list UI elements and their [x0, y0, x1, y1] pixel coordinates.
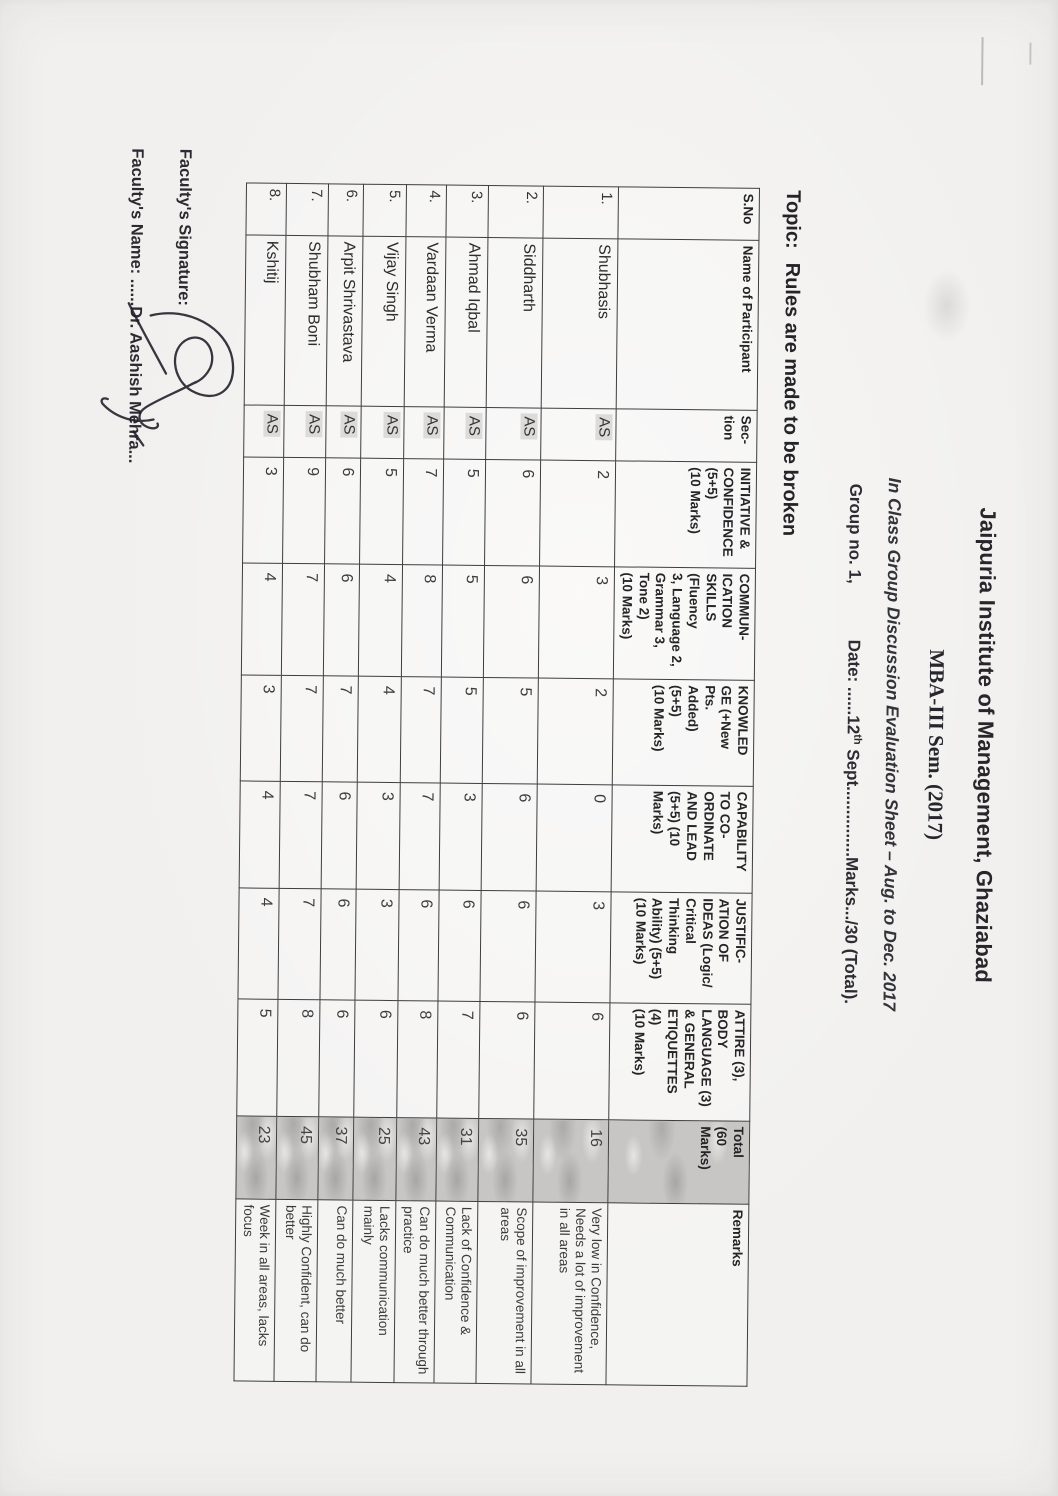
sno-cell: 4.	[406, 185, 447, 237]
section-value: AS	[520, 413, 537, 439]
total-cell: 43	[396, 1118, 437, 1201]
remarks-cell: Very low in Confidence, Needs a lot of improvement in all areas	[531, 1202, 608, 1385]
total-cell: 23	[236, 1116, 277, 1199]
score-cell-4: 4	[238, 888, 279, 999]
group-no: Group no. 1,	[845, 483, 866, 584]
score-cell-0: 2	[540, 460, 616, 567]
score-cell-3: 6	[321, 782, 357, 889]
score-cell-1: 6	[323, 564, 359, 676]
section-value: AS	[340, 411, 357, 437]
sno-cell: 7.	[286, 183, 329, 235]
section-cell	[541, 408, 617, 461]
spacer	[849, 584, 850, 640]
header-cell-5: KNOWLED GE (+New Pts. Added) (5+5) (10 Marks)	[612, 679, 754, 786]
score-cell-0: 7	[403, 459, 444, 565]
sno-cell: 1.	[543, 186, 619, 239]
participant-name-cell: Kshitij	[244, 235, 286, 405]
handwritten-signature	[89, 293, 251, 475]
score-cell-1: 7	[281, 563, 324, 675]
score-cell-2: 7	[400, 677, 441, 783]
header-cell-1: Name of Participant	[616, 239, 759, 410]
title-block	[835, 0, 1006, 1493]
sheet-title: In Class Group Discussion Evaluation Sheet – Aug. to Dec. 2017	[879, 477, 905, 1011]
section-cell	[361, 406, 405, 458]
header-cell-7: JUSTIFIC- ATION OF IDEAS (Logic/ Critical Thinking Ability) (5+5) (10 Marks)	[610, 892, 752, 1004]
score-cell-4: 6	[480, 890, 536, 1002]
date-superscript: th	[851, 734, 864, 745]
header-cell-9: Total (60 Marks)	[608, 1120, 750, 1204]
faculty-signature-label: Faculty's Signature:	[174, 148, 195, 306]
score-cell-4: 6	[320, 889, 356, 1000]
score-cell-0: 3	[243, 457, 284, 563]
date-text: Date: ......12	[843, 639, 864, 735]
participant-name-cell: Arpit Shrivastava	[326, 236, 363, 406]
date-marks-text: Sept...............Marks.../30 (Total).	[840, 744, 863, 1005]
participant-name-cell: Siddharth	[486, 238, 543, 409]
header-cell-6: CAPABILITY TO CO- ORDINATE AND LEAD (5+5) (10 Marks)	[611, 785, 753, 893]
section-cell	[326, 406, 362, 458]
score-cell-5: 6	[319, 1000, 355, 1117]
sno-cell: 5.	[363, 184, 407, 236]
sno-cell: 8.	[246, 183, 287, 235]
score-cell-4: 6	[438, 890, 481, 1001]
score-cell-0: 9	[283, 457, 326, 563]
section-cell	[444, 407, 487, 459]
score-cell-5: 8	[397, 1001, 438, 1118]
total-cell: 16	[533, 1119, 609, 1203]
section-value: AS	[465, 413, 482, 439]
score-cell-4: 6	[398, 890, 439, 1001]
section-value: AS	[383, 412, 400, 438]
score-cell-3: 6	[481, 783, 537, 891]
topic-line	[777, 190, 804, 536]
score-cell-0: 6	[325, 458, 361, 564]
institute-title: Jaipuria Institute of Management, Ghaziabad	[970, 507, 1001, 984]
topic-text: Rules are made to be broken	[778, 262, 804, 537]
score-cell-3: 4	[239, 781, 280, 888]
score-cell-0: 6	[485, 459, 541, 566]
header-cell-8: ATTIRE (3), BODY LANGUAGE (3) & GENERAL ETIQUETTES (4) (10 Marks)	[609, 1003, 751, 1121]
score-cell-1: 3	[538, 566, 614, 679]
score-cell-4: 3	[535, 891, 611, 1003]
sno-cell: 2.	[488, 186, 544, 239]
score-cell-3: 3	[356, 782, 400, 889]
scan-artifact-dash	[1029, 43, 1031, 65]
total-cell: 37	[318, 1117, 354, 1200]
participant-name-cell: Shubham Boni	[284, 235, 328, 405]
participant-name-cell: Ahmad Iqbal	[444, 237, 488, 407]
remarks-cell: Lacks communication mainly	[351, 1200, 396, 1382]
total-cell: 25	[353, 1117, 397, 1200]
section-value: AS	[305, 411, 322, 437]
score-cell-1: 8	[401, 565, 442, 677]
group-date-line	[835, 0, 871, 1492]
score-cell-3: 7	[399, 783, 440, 890]
score-cell-2: 5	[440, 677, 483, 783]
section-value: AS	[263, 411, 280, 437]
total-cell: 35	[478, 1118, 534, 1202]
score-cell-1: 4	[358, 564, 402, 676]
section-cell	[244, 405, 285, 457]
table-header-row	[606, 187, 759, 1386]
section-value: AS	[423, 412, 440, 438]
score-cell-1: 4	[241, 563, 282, 675]
remarks-cell: Scope of improvement in all areas	[476, 1201, 533, 1384]
score-cell-2: 5	[482, 677, 538, 784]
section-value: AS	[595, 414, 612, 440]
header-cell-4: COMMUN- ICATION SKILLS (Fluency 3, Language 2, Grammar 3, Tone 2) (10 Marks)	[613, 567, 755, 680]
header-cell-0: S.No	[618, 187, 759, 240]
score-cell-4: 7	[278, 888, 321, 999]
score-cell-1: 5	[441, 565, 484, 677]
header-cell-3: INITIATIVE & CONFIDENCE (5+5) (10 Marks)	[615, 461, 757, 568]
score-cell-5: 7	[437, 1001, 480, 1118]
score-cell-4: 3	[355, 889, 399, 1000]
score-cell-2: 7	[322, 676, 358, 782]
score-cell-2: 2	[537, 678, 613, 785]
sno-cell: 6.	[328, 184, 364, 236]
remarks-cell: Week in all areas, lacks focus	[234, 1199, 276, 1381]
header-cell-10: Remarks	[606, 1203, 749, 1386]
score-cell-3: 0	[536, 784, 612, 892]
score-cell-1: 6	[483, 565, 539, 678]
remarks-cell: Can do much better	[316, 1200, 353, 1382]
total-cell: 45	[276, 1116, 319, 1199]
score-cell-2: 3	[240, 675, 281, 781]
section-cell	[404, 407, 445, 459]
section-cell	[486, 407, 542, 460]
participant-name-cell: Vijay Singh	[361, 236, 406, 406]
sno-cell: 3.	[446, 185, 489, 237]
score-cell-2: 4	[357, 676, 401, 782]
score-cell-3: 3	[439, 783, 482, 890]
score-cell-3: 7	[279, 781, 322, 888]
score-cell-0: 5	[360, 458, 404, 564]
score-cell-5: 8	[277, 999, 320, 1116]
score-cell-0: 5	[443, 459, 486, 565]
program-title: MBA-III Sem. (2017)	[923, 649, 950, 841]
header-cell-2: Sec- tion	[616, 409, 757, 462]
remarks-cell: Lack of Confidence & Communication	[434, 1201, 478, 1383]
remarks-cell: Highly Confident, can do better	[274, 1199, 318, 1381]
topic-label: Topic:	[781, 190, 804, 249]
score-cell-5: 6	[479, 1001, 535, 1119]
section-cell	[284, 405, 327, 457]
evaluation-table	[234, 182, 760, 1386]
participant-name-cell: Shubhasis	[541, 238, 618, 409]
score-cell-5: 6	[354, 1000, 398, 1117]
remarks-cell: Can do much better through practice	[394, 1201, 436, 1383]
score-cell-5: 5	[237, 999, 278, 1116]
participant-name-cell: Vardaan Verma	[404, 237, 446, 407]
score-cell-2: 7	[280, 675, 323, 781]
faculty-name-label: Faculty's Name: ......Dr. Aashish Mehra...	[125, 148, 147, 464]
score-cell-5: 6	[534, 1002, 610, 1120]
total-cell: 31	[436, 1118, 479, 1201]
table-row	[531, 186, 619, 1385]
